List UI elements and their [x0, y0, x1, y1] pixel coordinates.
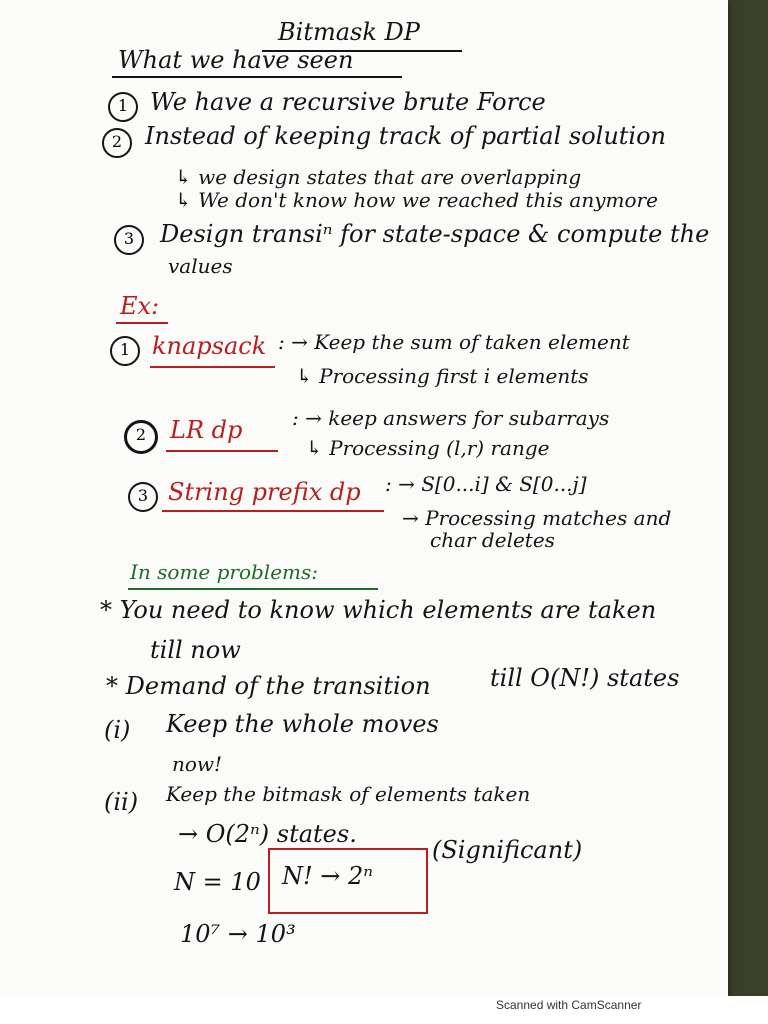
- sub-point: ↳ we design states that are overlapping: [175, 165, 582, 189]
- point-text: Instead of keeping track of partial solution: [145, 122, 667, 150]
- number-circle: 3: [114, 225, 144, 255]
- complexity-line: → O(2ⁿ) states.: [178, 820, 357, 848]
- example-name: knapsack: [152, 332, 267, 360]
- number-circle: 3: [128, 482, 158, 512]
- example-underline: [162, 510, 384, 512]
- option-text: Keep the bitmask of elements taken: [166, 782, 531, 806]
- star-line: * You need to know which elements are taken: [100, 596, 657, 624]
- sub-point: ↳ We don't know how we reached this anymore: [175, 188, 658, 212]
- example-sub: ↳ Processing (l,r) range: [306, 436, 550, 460]
- point-text: Design transiⁿ for state-space & compute the: [160, 220, 710, 248]
- background-right: [728, 0, 768, 1024]
- scanner-watermark: Scanned with CamScanner: [496, 998, 642, 1012]
- number-circle: 1: [110, 336, 140, 366]
- point-text: We have a recursive brute Force: [150, 88, 546, 116]
- heading-underline: [112, 76, 402, 78]
- subheading: In some problems:: [130, 560, 319, 584]
- number-circle: 2: [102, 128, 132, 158]
- ex-label: Ex:: [120, 292, 160, 320]
- example-underline: [166, 450, 278, 452]
- option-text-cont: now!: [172, 752, 223, 776]
- option-label: (ii): [104, 788, 139, 816]
- point-text-cont: values: [168, 254, 233, 278]
- section-heading: What we have seen: [118, 46, 354, 74]
- example-sub: ↳ Processing first i elements: [296, 364, 589, 388]
- example-name: String prefix dp: [168, 478, 361, 506]
- ex-underline: [116, 322, 168, 324]
- example-desc: : → Keep the sum of taken element: [278, 330, 630, 354]
- option-label: (i): [104, 716, 131, 744]
- boxed-comparison: N! → 2ⁿ: [282, 862, 374, 890]
- scan-footer: [0, 996, 768, 1024]
- magnitude-line: 10⁷ → 10³: [180, 920, 296, 948]
- subheading-underline: [128, 588, 378, 590]
- n-equals: N = 10: [174, 868, 261, 896]
- example-desc: : → S[0...i] & S[0...j]: [385, 472, 587, 496]
- star-line-cont: till now: [150, 636, 241, 664]
- example-sub-cont: char deletes: [430, 528, 555, 552]
- example-sub: → Processing matches and: [402, 506, 672, 530]
- page-title: Bitmask DP: [278, 18, 420, 46]
- option-text: Keep the whole moves: [166, 710, 439, 738]
- number-circle: 1: [108, 92, 138, 122]
- example-name: LR dp: [170, 416, 243, 444]
- states-count: till O(N!) states: [490, 664, 680, 692]
- example-underline: [150, 366, 275, 368]
- significant-note: (Significant): [432, 836, 583, 864]
- number-circle: 2: [124, 420, 158, 454]
- example-desc: : → keep answers for subarrays: [292, 406, 610, 430]
- star-line: * Demand of the transition: [106, 672, 431, 700]
